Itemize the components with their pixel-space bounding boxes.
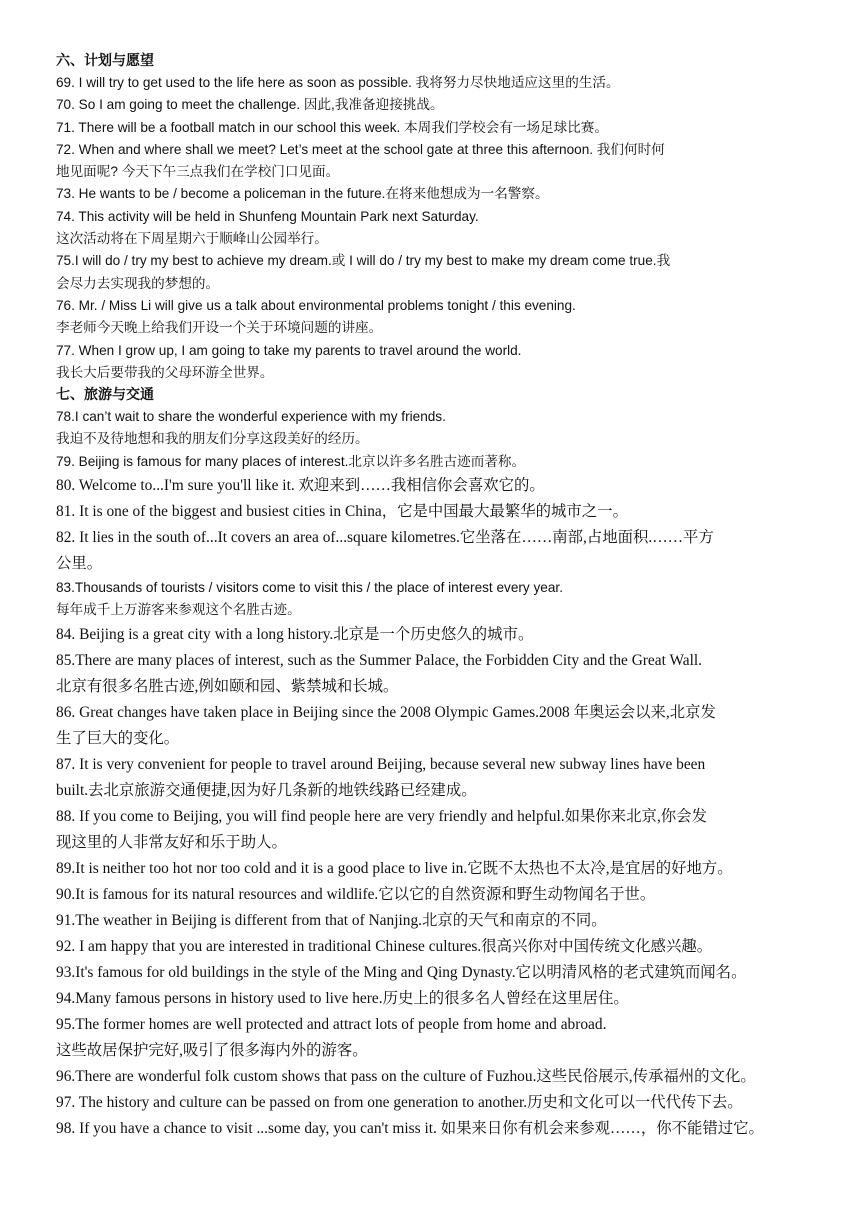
text-line: 90.It is famous for its natural resources and wildlife.它以它的自然资源和野生动物闻名于世。 [56, 885, 656, 903]
text-line: 83.Thousands of tourists / visitors come to visit this / the place of interest every year. [56, 580, 563, 596]
text-line: 这次活动将在下周星期六于顺峰山公园举行。 [56, 231, 328, 247]
text-line: 我长大后要带我的父母环游全世界。 [56, 364, 274, 380]
text-line: 会尽力去实现我的梦想的。 [56, 275, 220, 291]
text-line: 76. Mr. / Miss Li will give us a talk about environmental problems tonight / this evening. [56, 297, 576, 313]
section-heading: 七、旅游与交通 [56, 387, 154, 404]
text-line: 84. Beijing is a great city with a long history.北京是一个历史悠久的城市。 [56, 625, 534, 643]
text-line: 79. Beijing is famous for many places of interest.北京以许多名胜古迹而著称。 [56, 453, 526, 469]
section-heading: 六、计划与愿望 [56, 53, 154, 69]
text-line: 86. Great changes have taken place in Beijing since the 2008 Olympic Games.2008 年奥运会以来,北京发 [56, 703, 716, 721]
text-line: 95.The former homes are well protected and attract lots of people from home and abroad. [56, 1015, 607, 1033]
text-line: 91.The weather in Beijing is different from that of Nanjing.北京的天气和南京的不同。 [56, 911, 607, 929]
text-line: 82. It lies in the south of...It covers an area of...square kilometres.它坐落在……南部,占地面积.……平方 [56, 529, 714, 547]
text-line: 75.I will do / try my best to achieve my dream.或 I will do / try my best to make my dream come true.我 [56, 253, 671, 269]
text-line: 这些故居保护完好,吸引了很多海内外的游客。 [56, 1041, 368, 1059]
text-line: 80. Welcome to...I'm sure you'll like it. 欢迎来到……我相信你会喜欢它的。 [56, 477, 545, 495]
text-line: 85.There are many places of interest, such as the Summer Palace, the Forbidden City and the Great Wall. [56, 651, 702, 669]
text-line: 每年成千上万游客来参观这个名胜古迹。 [56, 602, 301, 618]
text-line: 98. If you have a chance to visit ...some day, you can't miss it. 如果来日你有机会来参观……，你不能错过它。 [56, 1119, 764, 1137]
text-line: 公里。 [56, 555, 103, 573]
text-line: 88. If you come to Beijing, you will find people here are very friendly and helpful.如果你来北京,你会发 [56, 807, 707, 825]
text-line: 92. I am happy that you are interested in traditional Chinese cultures.很高兴你对中国传统文化感兴趣。 [56, 937, 713, 955]
text-line: 北京有很多名胜古迹,例如颐和园、紫禁城和长城。 [56, 677, 399, 695]
text-line: 地见面呢? 今天下午三点我们在学校门口见面。 [56, 164, 340, 180]
text-line: 87. It is very convenient for people to travel around Beijing, because several new subway lines have been [56, 755, 706, 773]
text-line: 96.There are wonderful folk custom shows that pass on the culture of Fuzhou.这些民俗展示,传承福州的文化。 [56, 1067, 756, 1085]
text-line: 94.Many famous persons in history used to live here.历史上的很多名人曾经在这里居住。 [56, 989, 629, 1007]
text-line: 74. This activity will be held in Shunfeng Mountain Park next Saturday. [56, 208, 479, 224]
text-line: 93.It's famous for old buildings in the style of the Ming and Qing Dynasty.它以明清风格的老式建筑而闻名。 [56, 963, 747, 981]
document-page [56, 50, 811, 1142]
text-line: 81. It is one of the biggest and busiest cities in China，它是中国最大最繁华的城市之一。 [56, 503, 628, 521]
text-line: 生了巨大的变化。 [56, 729, 180, 747]
text-line: 72. When and where shall we meet? Let’s meet at the school gate at three this afternoon. 我们何时何 [56, 141, 665, 157]
text-line: 71. There will be a football match in our school this week. 本周我们学校会有一场足球比赛。 [56, 119, 608, 135]
text-line: 73. He wants to be / become a policeman in the future.在将来他想成为一名警察。 [56, 186, 549, 202]
text-line: 我迫不及待地想和我的朋友们分享这段美好的经历。 [56, 431, 369, 447]
text-line: 97. The history and culture can be passed on from one generation to another.历史和文化可以一代代传下去。 [56, 1093, 743, 1111]
text-line: 69. I will try to get used to the life here as soon as possible. 我将努力尽快地适应这里的生活。 [56, 75, 620, 90]
text-line: built.去北京旅游交通便捷,因为好几条新的地铁线路已经建成。 [56, 781, 477, 799]
text-line: 70. So I am going to meet the challenge. 因此,我准备迎接挑战。 [56, 97, 444, 113]
text-line: 89.It is neither too hot nor too cold and it is a good place to live in.它既不太热也不太冷,是宜居的好地方。 [56, 859, 733, 877]
text-line: 77. When I grow up, I am going to take my parents to travel around the world. [56, 342, 522, 358]
text-line: 李老师今天晚上给我们开设一个关于环境问题的讲座。 [56, 320, 383, 336]
text-line: 78.I can’t wait to share the wonderful experience with my friends. [56, 409, 446, 425]
text-line: 现这里的人非常友好和乐于助人。 [56, 833, 287, 851]
